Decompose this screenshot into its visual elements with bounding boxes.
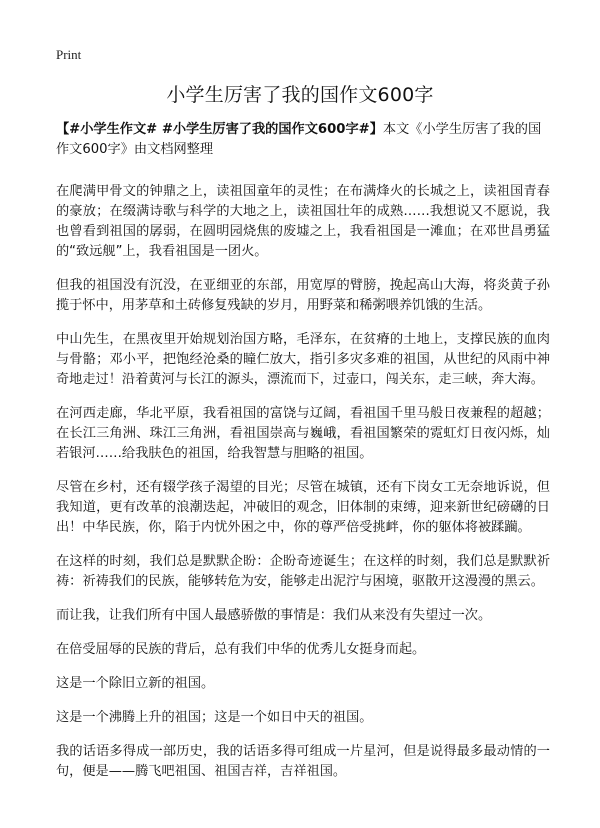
- article-body: [56, 120, 550, 796]
- paragraph-7: 而让我，让我们所有中国人最感骄傲的事情是：我们从来没有失望过一次。: [56, 608, 492, 623]
- paragraph-3: 中山先生，在黑夜里开始规划治国方略，毛泽东，在贫瘠的土地上，支撑民族的血肉与骨骼；邓小平，把饱经沧桑的瞳仁放大，指引多灾多难的祖国，从世纪的风雨中神奇地走过！沿着黄河与长江的源头，漂流而下，过壶口，闯关东，走三峡，奔大海。: [56, 332, 550, 387]
- paragraph-9: 这是一个除旧立新的祖国。: [56, 676, 215, 691]
- intro-tag: 【#小学生作文# #小学生厉害了我的国作文600字#】: [56, 122, 383, 137]
- print-label[interactable]: Print: [56, 47, 82, 62]
- paragraph-6: 在这样的时刻，我们总是默默企盼：企盼奇迹诞生；在这样的时刻，我们总是默默祈祷：祈祷我们的民族，能够转危为安，能够走出泥泞与困境，驱散开这漫漫的黑云。: [56, 554, 550, 589]
- paragraph-11: 我的话语多得成一部历史，我的话语多得可组成一片星河，但是说得最多最动情的一句，便是——腾飞吧祖国、祖国吉祥，吉祥祖国。: [56, 744, 550, 779]
- intro-line: [56, 120, 550, 160]
- paragraph-1: 在爬满甲骨文的钟鼎之上，读祖国童年的灵性；在布满烽火的长城之上，读祖国青春的豪放；在缀满诗歌与科学的大地之上，读祖国壮年的成熟……我想说又不愿说，我也曾看到祖国的孱弱，在圆明园烧焦的废墟之上，我看祖国是一滩血；在邓世昌勇猛的“致远舰”上，我看祖国是一团火。: [56, 184, 550, 259]
- paragraph-2: 但我的祖国没有沉没，在亚细亚的东部，用宽厚的臂膀，挽起高山大海，将炎黄子孙揽于怀中，用茅草和土砖修复残缺的岁月，用野菜和稀粥喂养饥饿的生活。: [56, 278, 550, 313]
- paragraph-5: 尽管在乡村，还有辍学孩子渴望的目光；尽管在城镇，还有下岗女工无奈地诉说，但我知道，更有改革的浪潮迭起，冲破旧的观念，旧体制的束缚，迎来新世纪磅礴的日出！中华民族，你，陷于内忧外困之中，你的尊严倍受挑衅，你的躯体将被蹂躏。: [56, 480, 550, 535]
- page-title: 小学生厉害了我的国作文600字: [166, 84, 434, 106]
- paragraph-4: 在河西走廊，华北平原，我看祖国的富饶与辽阔，看祖国千里马般日夜兼程的超越；在长江三角洲、珠江三角洲，看祖国崇高与巍峨，看祖国繁荣的霓虹灯日夜闪烁，灿若银河……给我肤色的祖国，给我智慧与胆略的祖国。: [56, 406, 550, 461]
- paragraph-10: 这是一个沸腾上升的祖国；这是一个如日中天的祖国。: [56, 710, 373, 725]
- paragraph-8: 在倍受屈辱的民族的背后，总有我们中华的优秀儿女挺身而起。: [56, 642, 426, 657]
- intro-text: 本文《小学生厉害了我的国作文600字》由文档网整理: [56, 122, 542, 157]
